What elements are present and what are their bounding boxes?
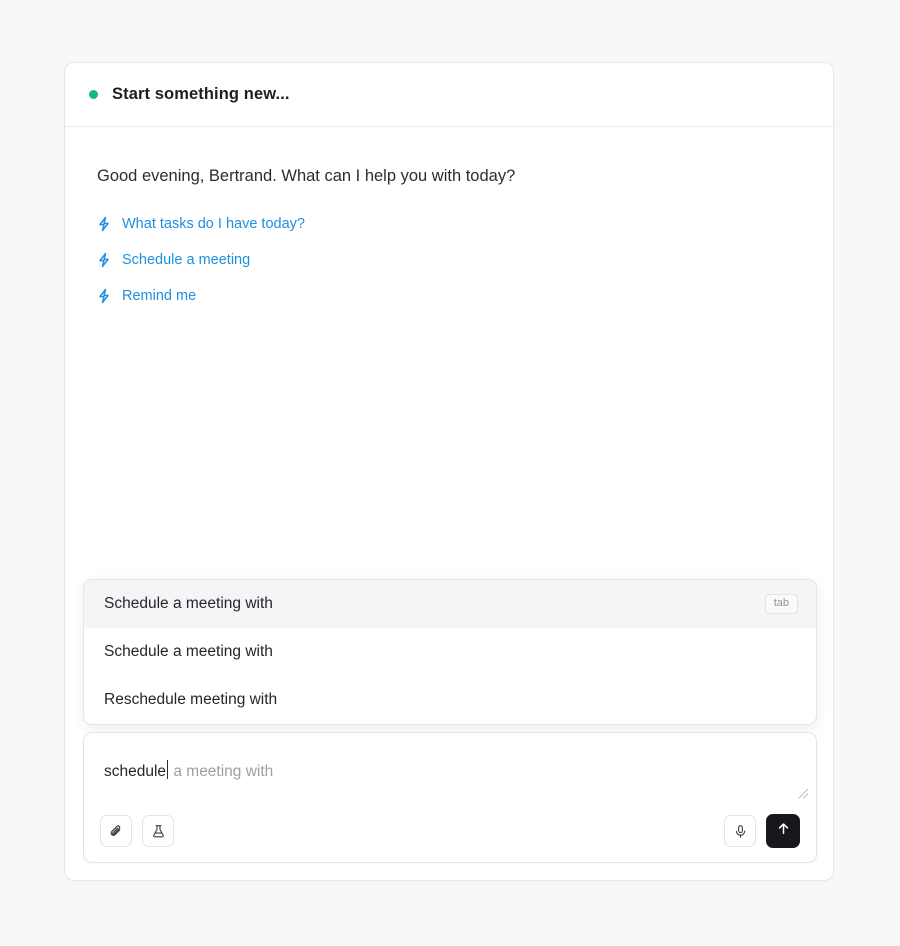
autocomplete-option-1[interactable]: [84, 580, 816, 628]
composer-toolbar: [84, 800, 816, 862]
composer-toolbar-left: [100, 815, 174, 847]
composer-typed-text: schedule: [104, 763, 167, 780]
composer-toolbar-right: [724, 814, 800, 848]
arrow-up-icon: [776, 821, 791, 841]
autocomplete-option-label: Schedule a meeting with: [104, 595, 273, 612]
greeting-text: Good evening, Bertrand. What can I help you with today?: [97, 167, 516, 185]
autocomplete-popup: [83, 579, 817, 725]
voice-input-button[interactable]: [724, 815, 756, 847]
composer-input[interactable]: [104, 757, 273, 781]
send-button[interactable]: [766, 814, 800, 848]
microphone-icon: [733, 824, 748, 839]
resize-grip-icon[interactable]: [798, 788, 809, 799]
paperclip-icon: [109, 824, 124, 839]
panel-header: [65, 63, 833, 127]
autocomplete-option-label: Reschedule meeting with: [104, 691, 278, 708]
tab-key-hint: tab: [765, 594, 798, 614]
message-composer[interactable]: [83, 732, 817, 863]
composer-ghost-suggestion: a meeting with: [169, 763, 274, 780]
autocomplete-option-3[interactable]: [84, 676, 816, 724]
autocomplete-option-label: Schedule a meeting with: [104, 643, 273, 660]
text-caret: [167, 760, 168, 779]
suggestion-label: Remind me: [122, 288, 197, 305]
suggestion-item-remind[interactable]: [97, 288, 196, 304]
suggestion-list: [97, 216, 801, 304]
attach-file-button[interactable]: [100, 815, 132, 847]
suggestion-label: What tasks do I have today?: [122, 216, 305, 233]
page-title: Start something new...: [112, 85, 290, 103]
bolt-icon: [97, 216, 111, 232]
chat-panel: [64, 62, 834, 881]
suggestion-item-tasks[interactable]: [97, 216, 305, 232]
autocomplete-option-2[interactable]: [84, 628, 816, 676]
flask-icon: [151, 824, 166, 839]
experiments-button[interactable]: [142, 815, 174, 847]
suggestion-item-schedule[interactable]: [97, 252, 250, 268]
bolt-icon: [97, 288, 111, 304]
conversation-body: [65, 127, 833, 647]
suggestion-label: Schedule a meeting: [122, 252, 251, 269]
status-dot-icon: [89, 90, 98, 99]
bolt-icon: [97, 252, 111, 268]
